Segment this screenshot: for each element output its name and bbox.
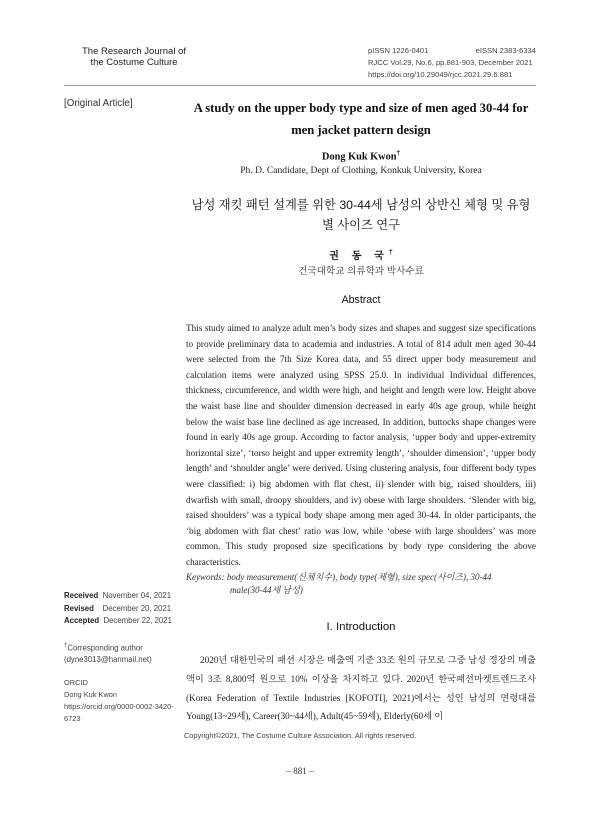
accepted-value: December 22, 2021 [103, 616, 172, 626]
revised-date [64, 603, 184, 616]
header-divider [64, 85, 536, 86]
affiliation-ko: 건국대학교 의류학과 박사수료 [298, 266, 424, 277]
received-value: November 04, 2021 [102, 591, 172, 600]
section-heading-introduction: I. Introduction [326, 621, 396, 633]
keywords [186, 571, 536, 597]
corresponding-mark-ko: † [388, 249, 393, 257]
journal-name-line1: The Research Journal of [81, 46, 187, 57]
copyright-notice: Copyright©2021, The Costume Culture Association. All rights reserved. [183, 731, 417, 740]
orcid-label: ORCID [64, 678, 88, 687]
orcid-name: Dong Kuk Kwon [64, 690, 117, 699]
issn-row [368, 45, 536, 57]
introduction-body: 2020년 대한민국의 패션 시장은 매출액 기준 33조 원의 규모로 그중 남성 정장의 매출액이 3조 8,800억 원으로 10% 이상을 차지하고 있다. 2020년 한국패션마켓트렌드조사(Korea Federation of Textile Industries [KOFOTI], 2021)에서는 성인 남성의 연령대를 Young(13~29세), Career(30~44세), Adult(45~59세), Elderly(60세 이 [186, 655, 536, 722]
keywords-line1: Keywords: body measurement(신체치수), body type(체형), size spec(사이즈), 30-44 [186, 572, 492, 582]
journal-meta [368, 45, 536, 81]
corresponding-mark-side: † [64, 643, 68, 649]
corresponding-email[interactable]: (dyne3013@hanmail.net) [64, 655, 152, 665]
abstract-heading: Abstract [341, 294, 381, 306]
received-label: Received [64, 591, 99, 600]
accepted-label: Accepted [64, 616, 100, 626]
affiliation-en: Ph. D. Candidate, Dept of Clothing, Konkuk University, Korea [240, 165, 482, 176]
author-name-en: Dong Kuk Kwon [322, 151, 397, 163]
revised-value: December 20, 2021 [102, 603, 172, 613]
author-en [186, 149, 536, 162]
article-title-ko: 남성 재킷 패턴 설계를 위한 30-44세 남성의 상반신 체형 및 유형별 사이즈 연구 [191, 198, 531, 232]
corresponding-label-row [64, 641, 184, 654]
corresponding-author [64, 641, 184, 666]
journal-name-line2: the Costume Culture [90, 57, 178, 68]
received-date [64, 590, 184, 603]
doi-link[interactable]: https://doi.org/10.29049/rjcc.2021.29.6.881 [368, 70, 513, 79]
author-ko [186, 247, 536, 262]
citation: RJCC Vol.29, No.6, pp.881-903, December 2021 [368, 58, 533, 67]
journal-name [64, 46, 204, 68]
eissn: eISSN 2383-6334 [475, 46, 536, 55]
pissn: pISSN 1226-0401 [368, 46, 429, 55]
author-name-ko: 권 동 국 [329, 251, 389, 262]
article-type: [Original Article] [64, 98, 133, 109]
abstract-body: This study aimed to analyze adult men’s body sizes and shapes and suggest size specifications to provide preliminary data to academia and industries. A total of 814 adult men aged 30-44 were selected from the 7th Size Korea data, and 55 direct upper body measurement and calculation items were analyzed using SPSS 25.0. In individual Individual differences, thickness, circumference, and width were high, and height and length were low. Height above the waist base line and shoulder dimension decreased in early 40s age group, while height below the waist base line declined as age increased. In addition, buttocks shape changes were found in early 40s age group. According to factor analysis, ‘upper body and upper-extremity horizontal size’, ‘torso height and upper extremity length’, ‘shoulder dimension’, ‘upper body length’ and ‘shoulder angle’ were derived. Using clustering analysis, four different body types were classified: i) big abdomen with flat chest, ii) slender with big, raised shoulders, iii) dwarfish with small, droopy shoulders, and iv) obese with large shoulders. ‘Slender with big, raised shoulders’ was a typical body shape among men aged 30-44. In older participants, the ‘big abdomen with flat chest’ ratio was low, while ‘obese with large shoulders’ was more common. This study proposed size specifications by body type considering the above characteristics. [186, 323, 536, 567]
orcid-block [64, 677, 189, 725]
article-dates [64, 590, 184, 628]
orcid-link[interactable]: https://orcid.org/0000-0002-3420-6723 [64, 702, 174, 723]
article-title-en: A study on the upper body type and size of men aged 30-44 for men jacket pattern design [193, 101, 529, 137]
revised-label: Revised [64, 603, 94, 613]
accepted-date [64, 615, 184, 628]
corresponding-label: Corresponding author [67, 643, 143, 653]
keywords-line2: male(30-44세 남성) [230, 585, 303, 595]
page-number: – 881 – [286, 766, 314, 776]
corresponding-mark: † [396, 149, 400, 157]
